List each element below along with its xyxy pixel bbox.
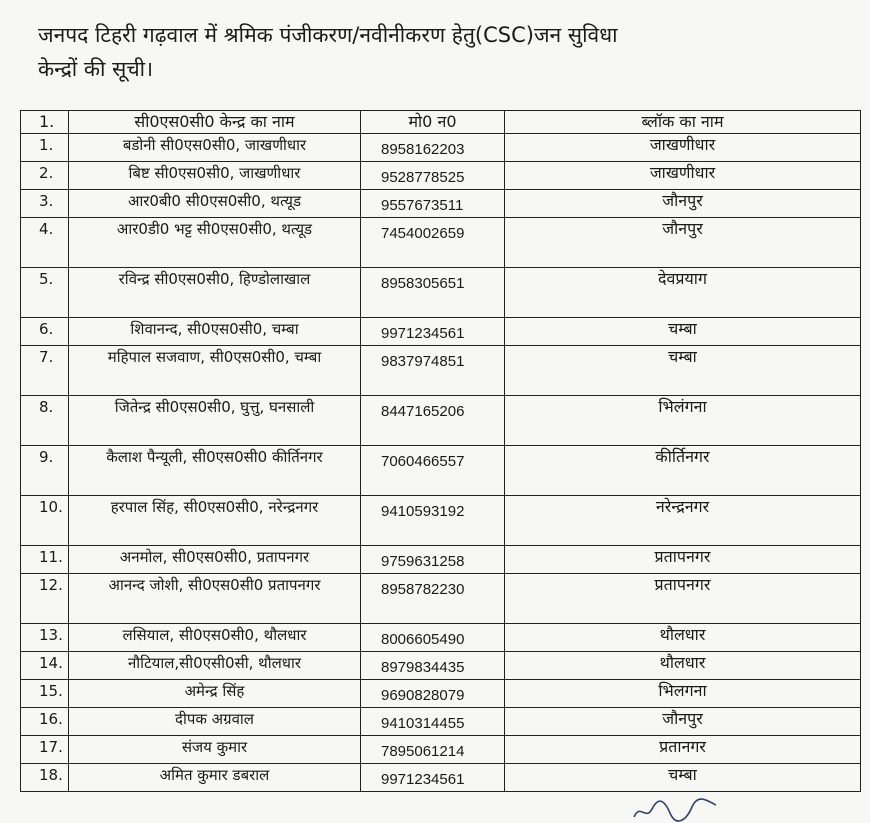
table-row — [21, 396, 861, 446]
row-serial: 3. — [21, 190, 69, 218]
row-serial: 6. — [21, 318, 69, 346]
row-serial: 11. — [21, 546, 69, 574]
row-center-name: अमेन्द्र सिंह — [69, 680, 361, 708]
row-serial: 5. — [21, 268, 69, 318]
row-center-name: आर0बी0 सी0एस0सी0, थत्यूड — [69, 190, 361, 218]
row-mobile: 9557673511 — [361, 190, 505, 218]
row-center-name: लसियाल, सी0एस0सी0, थौलधार — [69, 624, 361, 652]
row-block: भिलंगना — [505, 396, 861, 446]
row-serial: 4. — [21, 218, 69, 268]
header-center-name: सी0एस0सी0 केन्द्र का नाम — [69, 111, 361, 134]
row-serial: 9. — [21, 446, 69, 496]
heading-line-2: केन्द्रों की सूची। — [38, 57, 154, 81]
document-heading — [38, 18, 838, 86]
row-center-name: शिवानन्द, सी0एस0सी0, चम्बा — [69, 318, 361, 346]
row-block: जौनपुर — [505, 190, 861, 218]
table-row — [21, 652, 861, 680]
row-block: चम्बा — [505, 318, 861, 346]
row-serial: 7. — [21, 346, 69, 396]
heading-line-1: जनपद टिहरी गढ़वाल में श्रमिक पंजीकरण/नवीनीकरण हेतु(CSC)जन सुविधा — [38, 23, 618, 47]
row-block: कीर्तिनगर — [505, 446, 861, 496]
table-row — [21, 318, 861, 346]
table-row — [21, 736, 861, 764]
row-block: प्रतापनगर — [505, 546, 861, 574]
row-block: जाखणीधार — [505, 162, 861, 190]
table-body — [21, 134, 861, 792]
header-mobile: मो0 न0 — [361, 111, 505, 134]
table-row — [21, 190, 861, 218]
row-mobile: 7060466557 — [361, 446, 505, 496]
table-row — [21, 268, 861, 318]
row-block: चम्बा — [505, 346, 861, 396]
row-block: देवप्रयाग — [505, 268, 861, 318]
header-serial: 1. — [21, 111, 69, 134]
row-serial: 18. — [21, 764, 69, 792]
row-block: प्रतानगर — [505, 736, 861, 764]
row-serial: 8. — [21, 396, 69, 446]
row-mobile: 8958305651 — [361, 268, 505, 318]
row-block: नरेन्द्रनगर — [505, 496, 861, 546]
table-row — [21, 496, 861, 546]
row-mobile: 7895061214 — [361, 736, 505, 764]
row-mobile: 9971234561 — [361, 764, 505, 792]
row-serial: 14. — [21, 652, 69, 680]
row-serial: 17. — [21, 736, 69, 764]
row-mobile: 9971234561 — [361, 318, 505, 346]
row-mobile: 8958782230 — [361, 574, 505, 624]
row-center-name: आनन्द जोशी, सी0एस0सी0 प्रतापनगर — [69, 574, 361, 624]
row-block: प्रतापनगर — [505, 574, 861, 624]
signature-mark — [630, 795, 720, 823]
row-mobile: 9410593192 — [361, 496, 505, 546]
row-center-name: नौटियाल,सी0एसी0सी, थौलधार — [69, 652, 361, 680]
row-center-name: अनमोल, सी0एस0सी0, प्रतापनगर — [69, 546, 361, 574]
row-center-name: संजय कुमार — [69, 736, 361, 764]
header-block: ब्लॉक का नाम — [505, 111, 861, 134]
table-row — [21, 680, 861, 708]
row-center-name: हरपाल सिंह, सी0एस0सी0, नरेन्द्रनगर — [69, 496, 361, 546]
row-block: थौलधार — [505, 652, 861, 680]
row-block: थौलधार — [505, 624, 861, 652]
table-row — [21, 708, 861, 736]
row-serial: 10. — [21, 496, 69, 546]
table-row — [21, 546, 861, 574]
row-center-name: रविन्द्र सी0एस0सी0, हिण्डोलाखाल — [69, 268, 361, 318]
table-row — [21, 624, 861, 652]
row-center-name: बिष्ट सी0एस0सी0, जाखणीधार — [69, 162, 361, 190]
row-center-name: दीपक अग्रवाल — [69, 708, 361, 736]
row-center-name: कैलाश पैन्यूली, सी0एस0सी0 कीर्तिनगर — [69, 446, 361, 496]
table-row — [21, 346, 861, 396]
row-center-name: महिपाल सजवाण, सी0एस0सी0, चम्बा — [69, 346, 361, 396]
table-row — [21, 134, 861, 162]
row-serial: 16. — [21, 708, 69, 736]
row-center-name: बडोनी सी0एस0सी0, जाखणीधार — [69, 134, 361, 162]
row-mobile: 9410314455 — [361, 708, 505, 736]
row-block: जौनपुर — [505, 708, 861, 736]
row-mobile: 8006605490 — [361, 624, 505, 652]
table-row — [21, 218, 861, 268]
row-mobile: 8979834435 — [361, 652, 505, 680]
row-mobile: 7454002659 — [361, 218, 505, 268]
row-serial: 15. — [21, 680, 69, 708]
row-mobile: 8447165206 — [361, 396, 505, 446]
row-block: जाखणीधार — [505, 134, 861, 162]
row-center-name: अमित कुमार डबराल — [69, 764, 361, 792]
row-serial: 2. — [21, 162, 69, 190]
table-row — [21, 574, 861, 624]
row-serial: 1. — [21, 134, 69, 162]
row-serial: 13. — [21, 624, 69, 652]
table-row — [21, 446, 861, 496]
row-center-name: जितेन्द्र सी0एस0सी0, घुत्तु, घनसाली — [69, 396, 361, 446]
table-row — [21, 162, 861, 190]
row-mobile: 9759631258 — [361, 546, 505, 574]
table-header-row — [21, 111, 861, 134]
row-block: भिलगना — [505, 680, 861, 708]
row-block: चम्बा — [505, 764, 861, 792]
csc-centers-table — [20, 110, 861, 792]
row-block: जौनपुर — [505, 218, 861, 268]
row-center-name: आर0डी0 भट्ट सी0एस0सी0, थत्यूड — [69, 218, 361, 268]
row-mobile: 9837974851 — [361, 346, 505, 396]
row-mobile: 9690828079 — [361, 680, 505, 708]
row-serial: 12. — [21, 574, 69, 624]
table-row — [21, 764, 861, 792]
row-mobile: 9528778525 — [361, 162, 505, 190]
row-mobile: 8958162203 — [361, 134, 505, 162]
